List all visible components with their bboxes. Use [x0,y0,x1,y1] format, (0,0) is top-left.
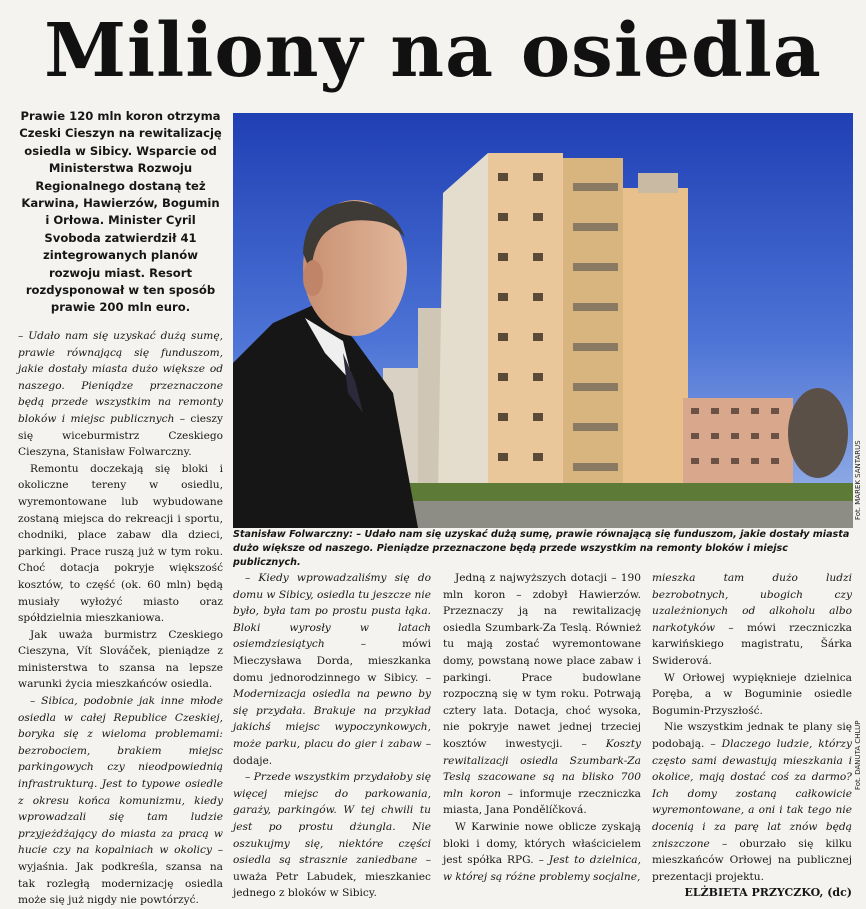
text: – cieszy się wiceburmistrz Czeskiego Cieszyna, Stanisław Folwarczny. [18,412,223,459]
article-column-1 [18,328,223,909]
caption-name: Stanisław Folwarczny: [233,529,354,540]
photo-credit: Fot. MAREK SANTARUS [854,440,862,520]
article-column-4 [652,570,852,902]
photo-illustration [233,113,853,528]
photo [233,113,853,528]
quote: – Modernizacja osiedla na pewno by się przydała. Brakuje na przykład jakichś miejsc wypoczynkowych, może parku, placu do gier i zabaw [233,671,431,750]
quote: – Dlaczego ludzie, którzy często sami dewastują mieszkania i okolice, mają dostać coś za darmo? Ich domy zostaną całkowicie wyremontowane, a oni i tak tego nie docenią i za parę lat znów będą zniszczone [652,737,852,850]
paragraph: W Orłowej wypięknieje dzielnica Poręba, a w Boguminie osiedle Bogumin-Przyszłość. [652,671,852,717]
text: – mówi rzeczniczka karwińskiego magistratu, Šárka Swiderová. [652,621,852,667]
text: – oburzało się kilku mieszkańców Orłowej na publicznej prezentacji projektu. [652,837,852,883]
article-column-3 [443,570,641,885]
quote: – Przede wszystkim przydałoby się więcej miejsc do parkowania, garaży, parkingów. W tej chwili tu jest po prostu dżungla. Nie oszukujmy się, niektóre części osiedla są strasznie zaniedbane [233,771,431,867]
text: – uważa Petr Labudek, mieszkaniec jednego z bloków w Sibicy. [233,854,432,900]
text: – mówi Mieczysława Dorda, mieszkanka domu jednorodzinnego w Sibicy. [233,638,431,684]
lead-paragraph: Prawie 120 mln koron otrzyma Czeski Cieszyn na rewitalizację osiedla w Sibicy. Wsparcie od Ministerstwa Rozwoju Regionalnego dostaną też Karwina, Hawierzów, Bogumin i Orłowa. Minister Cyril Svoboda zatwierdził 41 zintegrowanych planów rozwoju miast. Resort rozdysponował w ten sposób prawie 200 mln euro. [19,109,222,315]
quote: – Kiedy wprowadzaliśmy się do domu w Sibicy, osiedla tu jeszcze nie było, była tam po prostu pusta łąka. Bloki wyrosły w latach osiemdziesiątych [233,572,431,651]
quote: – Koszty rewitalizacji osiedla Szumbark-Za Teslą szacowane są na blisko 700 mln koron [443,737,641,800]
quote: – Udało nam się uzyskać dużą sumę, prawie równającą się funduszom, jakie dostały miasta dużo większe od naszego. Pieniądze przeznaczone będą przede wszystkim na remonty bloków i miejsc publicznych [18,330,223,425]
quote: mieszka tam dużo ludzi bezrobotnych, ubogich czy uzależnionych od alkoholu albo narkotyków [652,572,852,634]
headline: Miliony na osiedla [44,8,822,94]
article-column-2 [233,570,431,902]
text: – wyjaśnia. Jak podkreśla, szansa na tak rozległą modernizację osiedla może się już nigdy nie powtórzyć. [18,844,224,907]
photo-caption [233,528,855,570]
paragraph: Jak uważa burmistrz Czeskiego Cieszyna, Vít Slováček, pieniądze z ministerstwa to szansa na lepsze warunki życia mieszkańców osiedla. [18,628,223,691]
quote: – Jest to dzielnica, w której są różne problemy socjalne, [443,854,641,883]
author-byline: ELŻBIETA PRZYCZKO, (dc) [684,886,852,900]
text: Nie wszystkim jednak te plany się podobają. [652,721,852,750]
text: Jedną z najwyższych dotacji – 190 mln koron – zdobył Hawierzów. Przeznaczy ją na rewitalizację osiedla Szumbark-Za Teslą. Również tu mają zostać wyremontowane domy, powstaną nowe place zabaw i parkingi. Prace budowlane rozpoczną się w tym roku. Potrwają cztery lata. Dotacja, choć wysoka, nie pokryje nawet jednej trzeciej kosztów inwestycji. [443,572,641,750]
photo-credit: Fot. DANUTA CHLUP [854,720,862,790]
text: – dodaje. [233,737,431,767]
quote: – Sibica, podobnie jak inne młode osiedla w całej Republice Czeskiej, boryka się z wieloma problemami: bezrobociem, brakiem miejsc parkingowych czy nieodpowiednią infrastrukturą. Jest to typowe osiedle z okresu końca komunizmu, kiedy wprowadzali się tam ludzie przyjeżdżający do miasta za pracą w hucie czy na kopalniach w okolicy [18,695,223,857]
paragraph: Remontu doczekają się bloki i okoliczne tereny w osiedlu, wyremontowane lub wybudowane zostaną miejsca do rekreacji i sportu, chodniki, place zabaw dla dzieci, parkingi. Prace ruszą już w tym roku. Choć dotacja pokryje większość kosztów, to część (ok. 60 mln) będą musiały wyłożyć miasto oraz spółdzielnia mieszkaniowa. [18,462,223,625]
text: W Karwinie nowe oblicze zyskają bloki i domy, których właścicielem jest spółka RPG. [443,820,641,867]
caption-text: – Udało nam się uzyskać dużą sumę, prawie równającą się funduszom, jakie dostały miasta dużo większe od naszego. Pieniądze przeznaczone będą przede wszystkim na remonty bloków i miejsc publicznych. [233,529,850,568]
text: – informuje rzeczniczka miasta, Jana Pondělíčková. [443,787,642,817]
